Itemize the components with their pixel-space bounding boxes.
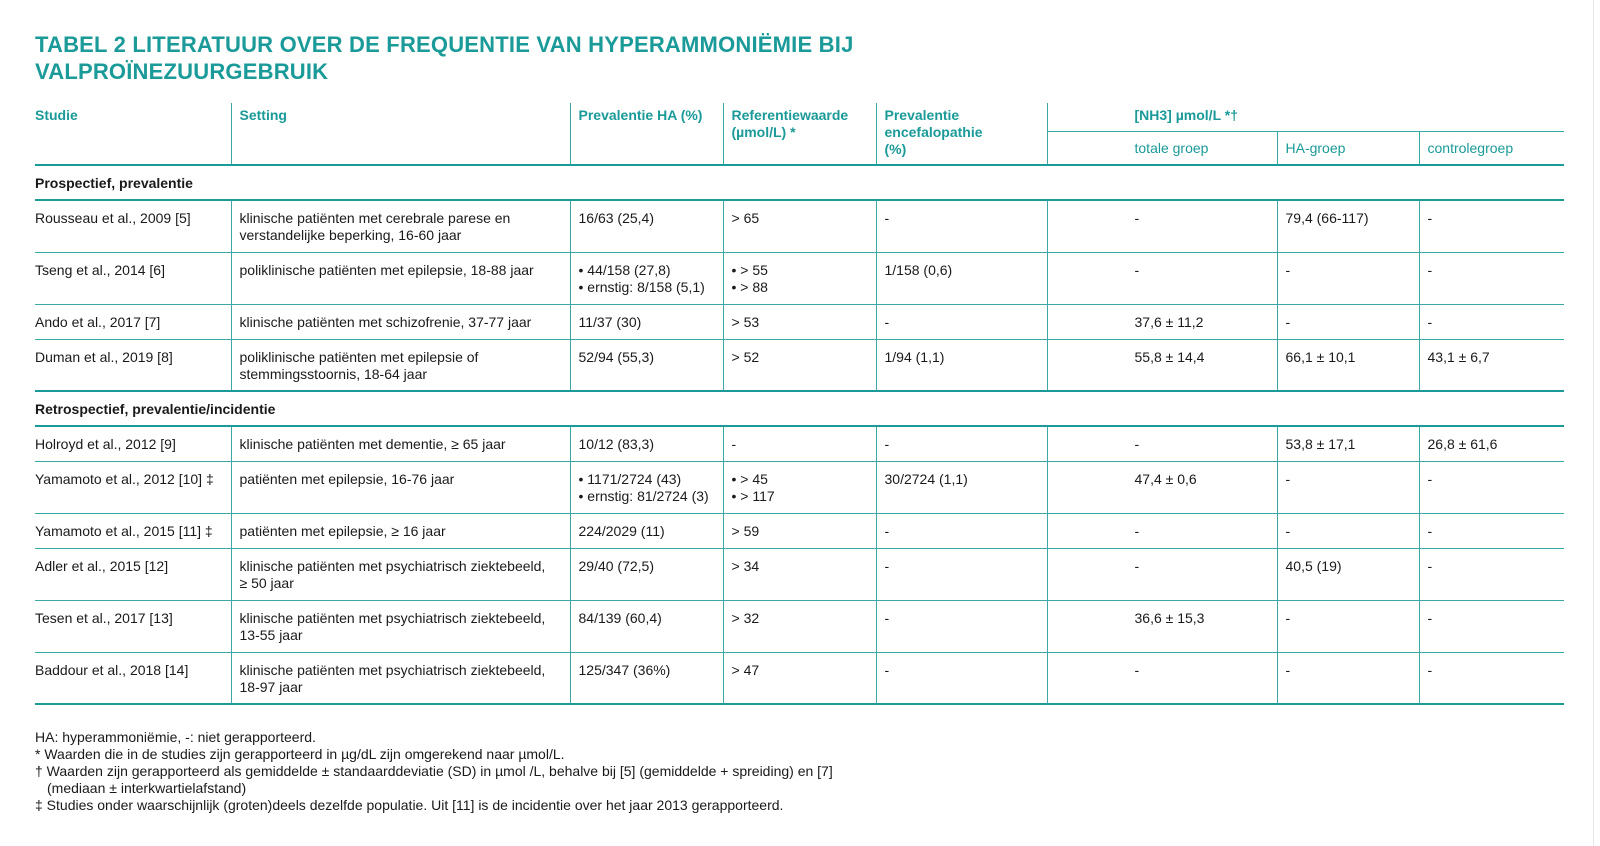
cell-studie-line-1: Ando et al., 2017 [7] [35, 313, 161, 330]
table-row [35, 252, 1564, 304]
literature-table [35, 103, 1564, 705]
footnote-double-dagger: ‡ Studies onder waarschijnlijk (groten)deels dezelfde populatie. Uit [11] is de incidentie over het jaar 2013 gerapporteerd. [35, 797, 784, 813]
header-referentie-line-1: Referentiewaarde [731, 107, 849, 123]
table-row [35, 200, 1564, 252]
cell-ha-groep-line-1: - [1285, 261, 1291, 278]
cell-studie-line-1: Yamamoto et al., 2012 [10] ‡ [35, 470, 214, 487]
cell-ha-groep [1277, 600, 1419, 652]
cell-studie [35, 200, 231, 252]
footnote-asterisk: * Waarden die in de studies zijn gerapporteerd in µg/dL zijn omgerekend naar µmol/L. [35, 746, 565, 762]
cell-controlegroep-line-1: - [1427, 522, 1433, 539]
table-row [35, 426, 1564, 461]
cell-setting [231, 548, 570, 600]
cell-prevalentie-ha [570, 252, 723, 304]
cell-referentiewaarde-line-1: • > 55 [731, 261, 768, 278]
cell-ha-groep-line-1: - [1285, 522, 1291, 539]
cell-totale-groep [1047, 548, 1277, 600]
cell-setting-line-1: klinische patiënten met schizofrenie, 37-77 jaar [239, 313, 532, 330]
cell-controlegroep [1419, 304, 1564, 339]
table-title-line-2: VALPROÏNEZUURGEBRUIK [35, 59, 329, 84]
cell-prevalentie-ha-line-1: 11/37 (30) [578, 313, 642, 330]
cell-totale-groep-line-1: - [1134, 522, 1140, 539]
cell-encefalopathie-line-1: 30/2724 (1,1) [884, 470, 968, 487]
cell-prevalentie-ha [570, 426, 723, 461]
table-row [35, 600, 1564, 652]
cell-studie [35, 652, 231, 704]
footnote-dagger-continued: (mediaan ± interkwartielafstand) [47, 780, 247, 796]
cell-controlegroep-line-1: - [1427, 609, 1433, 626]
cell-controlegroep-line-1: - [1427, 470, 1433, 487]
cell-studie-line-1: Tesen et al., 2017 [13] [35, 609, 173, 626]
cell-setting-line-2: ≥ 50 jaar [239, 574, 294, 591]
cell-encefalopathie-line-1: - [884, 557, 890, 574]
cell-prevalentie-ha-line-1: 84/139 (60,4) [578, 609, 662, 626]
cell-totale-groep-line-1: - [1134, 261, 1140, 278]
cell-ha-groep [1277, 426, 1419, 461]
cell-controlegroep-line-1: 26,8 ± 61,6 [1427, 436, 1498, 452]
cell-setting-line-2: stemmingsstoornis, 18-64 jaar [239, 365, 428, 382]
cell-totale-groep [1047, 426, 1277, 461]
cell-encefalopathie-line-1: - [884, 313, 890, 330]
cell-prevalentie-ha [570, 339, 723, 391]
cell-setting-line-1: poliklinische patiënten met epilepsie, 18-88 jaar [239, 261, 534, 278]
cell-referentiewaarde-line-1: > 34 [731, 557, 760, 574]
table-row [35, 304, 1564, 339]
cell-encefalopathie-line-1: - [884, 522, 890, 539]
table-row [35, 461, 1564, 513]
footnote-dagger: † Waarden zijn gerapporteerd als gemiddelde ± standaarddeviatie (SD) in µmol /L, behalve bij [5] (gemiddelde + spreiding) en [7] [35, 763, 833, 779]
cell-totale-groep [1047, 652, 1277, 704]
section-label: Prospectief, prevalentie [35, 165, 1564, 200]
cell-prevalentie-ha-line-1: 29/40 (72,5) [578, 557, 654, 574]
cell-controlegroep [1419, 461, 1564, 513]
table-title-line-1: TABEL 2 LITERATUUR OVER DE FREQUENTIE VAN HYPERAMMONIËMIE BIJ [35, 32, 854, 57]
cell-encefalopathie [876, 339, 1047, 391]
cell-studie [35, 461, 231, 513]
cell-totale-groep [1047, 461, 1277, 513]
cell-encefalopathie-line-1: - [884, 609, 890, 626]
cell-studie-line-1: Adler et al., 2015 [12] [35, 557, 169, 574]
header-referentiewaarde [723, 103, 876, 165]
cell-referentiewaarde-line-2: • > 88 [731, 278, 768, 295]
cell-referentiewaarde [723, 513, 876, 548]
cell-studie-line-1: Yamamoto et al., 2015 [11] ‡ [35, 522, 213, 539]
cell-prevalentie-ha [570, 304, 723, 339]
cell-controlegroep [1419, 652, 1564, 704]
cell-encefalopathie-line-1: - [884, 210, 890, 226]
header-setting: Setting [231, 103, 570, 165]
cell-ha-groep [1277, 339, 1419, 391]
cell-encefalopathie [876, 652, 1047, 704]
cell-controlegroep-line-1: - [1427, 661, 1433, 678]
cell-totale-groep-line-1: 36,6 ± 15,3 [1134, 609, 1205, 626]
cell-prevalentie-ha-line-1: 10/12 (83,3) [578, 436, 654, 452]
cell-totale-groep [1047, 200, 1277, 252]
header-enceph-line-1: Prevalentie [884, 107, 960, 123]
cell-totale-groep-line-1: - [1134, 661, 1140, 678]
cell-encefalopathie [876, 461, 1047, 513]
table-row [35, 339, 1564, 391]
cell-setting [231, 600, 570, 652]
header-enceph-line-3: (%) [884, 141, 907, 157]
cell-encefalopathie-line-1: 1/158 (0,6) [884, 261, 953, 278]
cell-setting-line-1: klinische patiënten met psychiatrisch ziektebeeld, [239, 557, 546, 574]
cell-prevalentie-ha-line-1: 52/94 (55,3) [578, 348, 654, 365]
header-nh3: [NH3] µmol/L *† [1047, 103, 1564, 131]
cell-controlegroep [1419, 252, 1564, 304]
footnote-abbreviations: HA: hyperammoniëmie, -: niet gerapporteerd. [35, 729, 316, 745]
cell-totale-groep [1047, 252, 1277, 304]
cell-encefalopathie [876, 513, 1047, 548]
footnotes [35, 729, 1035, 814]
cell-referentiewaarde [723, 304, 876, 339]
cell-referentiewaarde [723, 600, 876, 652]
cell-prevalentie-ha [570, 513, 723, 548]
cell-studie-line-1: Holroyd et al., 2012 [9] [35, 436, 176, 452]
cell-prevalentie-ha-line-2: • ernstig: 8/158 (5,1) [578, 278, 705, 295]
cell-referentiewaarde [723, 426, 876, 461]
cell-ha-groep-line-1: 40,5 (19) [1285, 557, 1342, 574]
cell-setting-line-1: patiënten met epilepsie, 16-76 jaar [239, 470, 455, 487]
cell-ha-groep [1277, 652, 1419, 704]
cell-studie [35, 339, 231, 391]
cell-referentiewaarde-line-1: > 65 [731, 210, 760, 226]
section-label: Retrospectief, prevalentie/incidentie [35, 391, 1564, 426]
cell-studie [35, 252, 231, 304]
cell-controlegroep [1419, 426, 1564, 461]
cell-totale-groep [1047, 304, 1277, 339]
cell-ha-groep-line-1: - [1285, 609, 1291, 626]
table-body [35, 165, 1564, 704]
cell-encefalopathie [876, 304, 1047, 339]
cell-totale-groep-line-1: - [1134, 557, 1140, 574]
cell-totale-groep [1047, 513, 1277, 548]
cell-totale-groep-line-1: 47,4 ± 0,6 [1134, 470, 1197, 487]
cell-totale-groep [1047, 600, 1277, 652]
cell-referentiewaarde [723, 652, 876, 704]
cell-encefalopathie [876, 600, 1047, 652]
cell-prevalentie-ha [570, 600, 723, 652]
cell-studie [35, 548, 231, 600]
cell-referentiewaarde-line-1: > 53 [731, 313, 760, 330]
header-referentie-line-2: (µmol/L) * [731, 124, 796, 140]
cell-encefalopathie-line-1: - [884, 436, 890, 452]
cell-encefalopathie-line-1: - [884, 661, 890, 678]
cell-prevalentie-ha-line-1: 125/347 (36%) [578, 661, 671, 678]
cell-setting [231, 426, 570, 461]
cell-ha-groep [1277, 304, 1419, 339]
cell-setting [231, 200, 570, 252]
cell-controlegroep-line-1: 43,1 ± 6,7 [1427, 348, 1490, 365]
cell-controlegroep [1419, 200, 1564, 252]
cell-prevalentie-ha-line-1: • 44/158 (27,8) [578, 261, 671, 278]
cell-setting [231, 252, 570, 304]
cell-referentiewaarde-line-1: • > 45 [731, 470, 768, 487]
table-row [35, 513, 1564, 548]
cell-encefalopathie [876, 426, 1047, 461]
cell-ha-groep [1277, 200, 1419, 252]
cell-ha-groep [1277, 252, 1419, 304]
cell-studie [35, 426, 231, 461]
cell-referentiewaarde-line-1: > 47 [731, 661, 760, 678]
cell-ha-groep [1277, 548, 1419, 600]
header-totale-groep: totale groep [1047, 131, 1277, 165]
section-row [35, 165, 1564, 200]
cell-studie [35, 304, 231, 339]
section-row [35, 391, 1564, 426]
table-title [35, 31, 935, 85]
cell-ha-groep-line-1: - [1285, 313, 1291, 330]
cell-encefalopathie [876, 548, 1047, 600]
cell-referentiewaarde-line-1: - [731, 436, 737, 452]
cell-totale-groep [1047, 339, 1277, 391]
cell-setting-line-2: 18-97 jaar [239, 678, 303, 695]
cell-totale-groep-line-1: 37,6 ± 11,2 [1134, 313, 1204, 330]
header-prevalentie-encefalopathie [876, 103, 1047, 165]
cell-ha-groep [1277, 461, 1419, 513]
cell-setting-line-1: klinische patiënten met psychiatrisch ziektebeeld, [239, 661, 546, 678]
cell-totale-groep-line-1: - [1134, 210, 1140, 226]
cell-prevalentie-ha-line-1: 224/2029 (11) [578, 522, 665, 539]
cell-totale-groep-line-1: 55,8 ± 14,4 [1134, 348, 1205, 365]
cell-prevalentie-ha [570, 461, 723, 513]
cell-ha-groep [1277, 513, 1419, 548]
cell-referentiewaarde-line-1: > 52 [731, 348, 760, 365]
cell-setting-line-1: klinische patiënten met dementie, ≥ 65 jaar [239, 436, 506, 452]
cell-referentiewaarde-line-2: • > 117 [731, 487, 775, 504]
header-prevalentie-ha: Prevalentie HA (%) [570, 103, 723, 165]
cell-studie-line-1: Rousseau et al., 2009 [5] [35, 210, 191, 226]
cell-ha-groep-line-1: - [1285, 470, 1291, 487]
cell-referentiewaarde-line-1: > 32 [731, 609, 760, 626]
cell-setting [231, 461, 570, 513]
cell-setting-line-1: klinische patiënten met psychiatrisch ziektebeeld, [239, 609, 546, 626]
cell-totale-groep-line-1: - [1134, 436, 1140, 452]
cell-setting [231, 513, 570, 548]
cell-prevalentie-ha [570, 652, 723, 704]
cell-controlegroep [1419, 339, 1564, 391]
header-controlegroep: controlegroep [1419, 131, 1564, 165]
table-row [35, 652, 1564, 704]
cell-referentiewaarde [723, 548, 876, 600]
header-studie: Studie [35, 107, 78, 123]
cell-prevalentie-ha [570, 548, 723, 600]
cell-setting-line-2: 13-55 jaar [239, 626, 303, 643]
cell-prevalentie-ha-line-1: • 1171/2724 (43) [578, 470, 682, 487]
cell-studie-line-1: Baddour et al., 2018 [14] [35, 661, 189, 678]
cell-setting-line-2: verstandelijke beperking, 16-60 jaar [239, 227, 462, 243]
cell-controlegroep-line-1: - [1427, 557, 1433, 574]
cell-ha-groep-line-1: 53,8 ± 17,1 [1285, 436, 1356, 452]
cell-ha-groep-line-1: - [1285, 661, 1291, 678]
cell-controlegroep-line-1: - [1427, 261, 1433, 278]
cell-referentiewaarde [723, 339, 876, 391]
cell-setting-line-1: poliklinische patiënten met epilepsie of [239, 348, 479, 365]
header-ha-groep: HA-groep [1277, 131, 1419, 165]
cell-ha-groep-line-1: 79,4 (66-117) [1285, 210, 1369, 226]
cell-controlegroep-line-1: - [1427, 313, 1433, 330]
cell-prevalentie-ha-line-2: • ernstig: 81/2724 (3) [578, 487, 709, 504]
header-enceph-line-2: encefalopathie [884, 124, 983, 140]
table-row [35, 548, 1564, 600]
cell-encefalopathie-line-1: 1/94 (1,1) [884, 348, 945, 365]
cell-setting-line-1: patiënten met epilepsie, ≥ 16 jaar [239, 522, 446, 539]
cell-setting [231, 652, 570, 704]
cell-referentiewaarde [723, 252, 876, 304]
cell-prevalentie-ha-line-1: 16/63 (25,4) [578, 210, 654, 226]
cell-referentiewaarde-line-1: > 59 [731, 522, 760, 539]
cell-controlegroep [1419, 548, 1564, 600]
cell-encefalopathie [876, 200, 1047, 252]
cell-prevalentie-ha [570, 200, 723, 252]
cell-controlegroep-line-1: - [1427, 210, 1433, 226]
cell-controlegroep [1419, 513, 1564, 548]
cell-ha-groep-line-1: 66,1 ± 10,1 [1285, 348, 1356, 365]
cell-setting [231, 304, 570, 339]
cell-studie-line-1: Tseng et al., 2014 [6] [35, 261, 165, 278]
cell-encefalopathie [876, 252, 1047, 304]
cell-studie-line-1: Duman et al., 2019 [8] [35, 348, 173, 365]
cell-referentiewaarde [723, 461, 876, 513]
cell-studie [35, 513, 231, 548]
cell-setting [231, 339, 570, 391]
cell-studie [35, 600, 231, 652]
cell-setting-line-1: klinische patiënten met cerebrale parese en [239, 210, 511, 226]
cell-controlegroep [1419, 600, 1564, 652]
cell-referentiewaarde [723, 200, 876, 252]
